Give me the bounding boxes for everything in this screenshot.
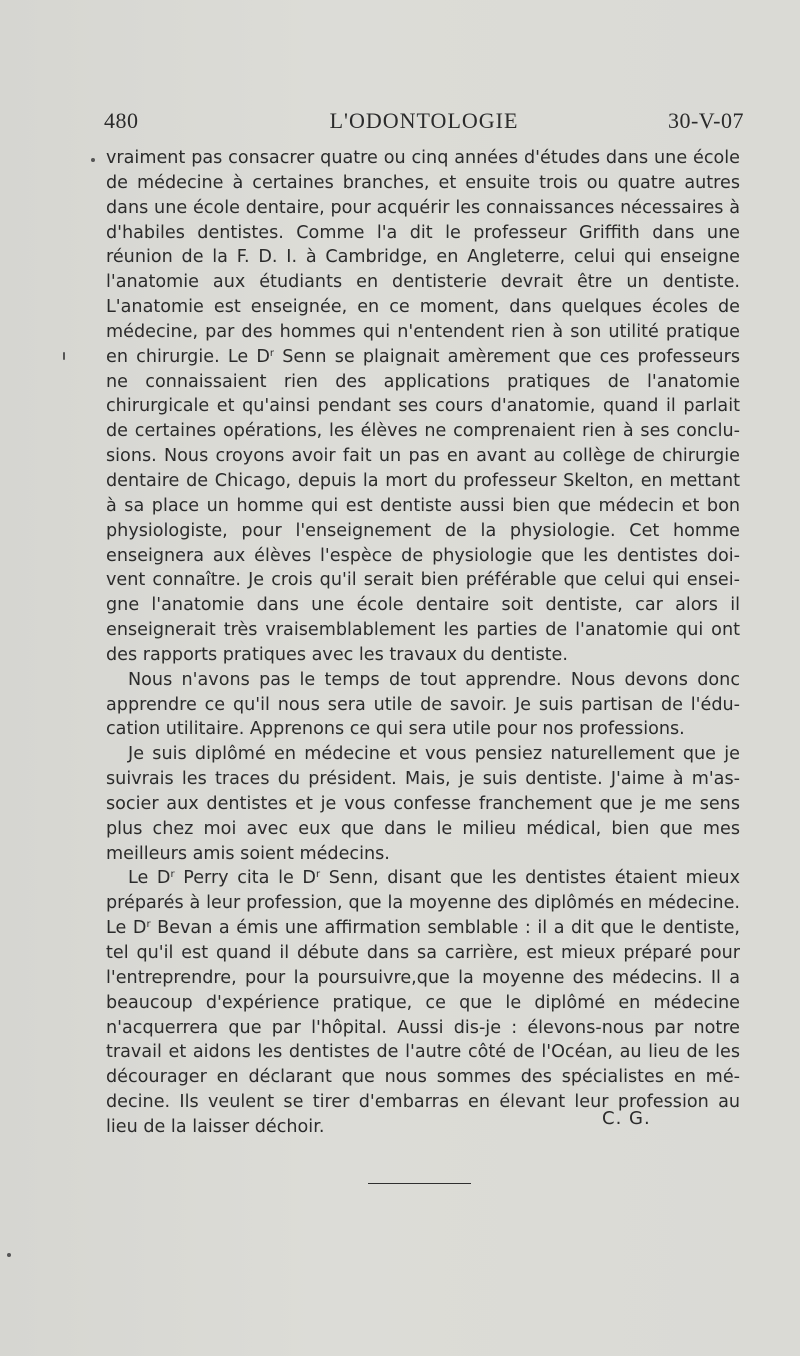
paragraph-text: Bevan a émis une affirmation semblable : il a dit que le dentiste, tel qu'il est quand il débute dans sa carrière, est mieux préparé pour l'entreprendre, pour la poursuivre,que la moyenne des médecins. Il a beaucoup d'expérience pratique, ce que le diplômé en médecine n'acquerrera que par l'hôpital. Aussi dis-je : élevons-nous par notre travail et aidons les dentistes de l'autre côté de l'Océan, au lieu de les décourager en déclarant que nous sommes des spécialistes en médecine. Ils veulent se tirer d'embarras en élevant leur profession au lieu de la laisser déchoir.	[106, 918, 740, 1137]
speck-mark	[7, 1253, 11, 1257]
article-body	[106, 146, 740, 1140]
page-number: 480	[104, 108, 139, 133]
paragraph-text: Perry cita le D	[174, 868, 316, 889]
superscript: r	[170, 869, 175, 881]
speck-mark	[63, 352, 65, 360]
superscript: r	[269, 347, 275, 359]
issue-date: 30-V-07	[667, 108, 744, 133]
superscript: r	[146, 919, 151, 931]
superscript: r	[315, 869, 321, 881]
section-divider	[368, 1183, 471, 1184]
speck-mark	[91, 158, 95, 162]
paragraph	[106, 146, 740, 668]
paragraph-text: Le D	[128, 868, 171, 889]
paragraph	[106, 866, 740, 1139]
paragraph: Je suis diplômé en médecine et vous pensiez naturellement que je suivrais les traces du président. Mais, je suis dentiste. J'aime à m'associer aux dentistes et je vous confesse franchement que je me sens plus chez moi avec eux que dans le milieu médical, bien que mes meilleurs amis soient médecins.	[106, 744, 740, 864]
signature: C. G.	[602, 1108, 651, 1129]
running-header	[104, 108, 744, 138]
journal-title: L'ODONTOLOGIE	[329, 108, 519, 133]
paragraph-text: Senn se plaignait amèrement que ces professeurs ne connaissaient rien des applications pratiques de l'anatomie chirurgicale et qu'ainsi pendant ses cours d'anatomie, quand il parlait de certaines opérations, les élèves ne comprenaient rien à ses conclusions. Nous croyons avoir fait un pas en avant au collège de chirurgie dentaire de Chicago, depuis la mort du professeur Skelton, en mettant à sa place un homme qui est dentiste aussi bien que médecin et bon physiologiste, pour l'enseignement de la physiologie. Cet homme enseignera aux élèves l'espèce de physiologie que les dentistes doivent connaître. Je crois qu'il serait bien préférable que celui qui enseigne l'anatomie dans une école dentaire soit dentiste, car alors il enseignerait très vraisemblablement les parties de l'anatomie qui ont des rapports pratiques avec les travaux du dentiste.	[106, 346, 740, 665]
paragraph-text: vraiment pas consacrer quatre ou cinq années d'études dans une école de médecine à certaines branches, et ensuite trois ou quatre autres dans une école dentaire, pour acquérir les connaissances nécessaires à d'habiles dentistes. Comme l'a dit le professeur Griffith dans une réunion de la F. D. I. à Cambridge, en Angleterre, celui qui enseigne l'anatomie aux étudiants en dentisterie devrait être un dentiste. L'anatomie est enseignée, en ce moment, dans quelques écoles de médecine, par des hommes qui n'entendent rien à son utilité pratique en chirurgie. Le D	[106, 148, 740, 367]
paragraph-text: Senn, disant que les dentistes étaient mieux préparés à leur profession, que la moyenne des diplômés en médecine. Le D	[106, 868, 740, 939]
paragraph: Nous n'avons pas le temps de tout apprendre. Nous devons donc apprendre ce qu'il nous sera utile de savoir. Je suis partisan de l'éducation utilitaire. Apprenons ce qui sera utile pour nos professions.	[106, 669, 740, 740]
